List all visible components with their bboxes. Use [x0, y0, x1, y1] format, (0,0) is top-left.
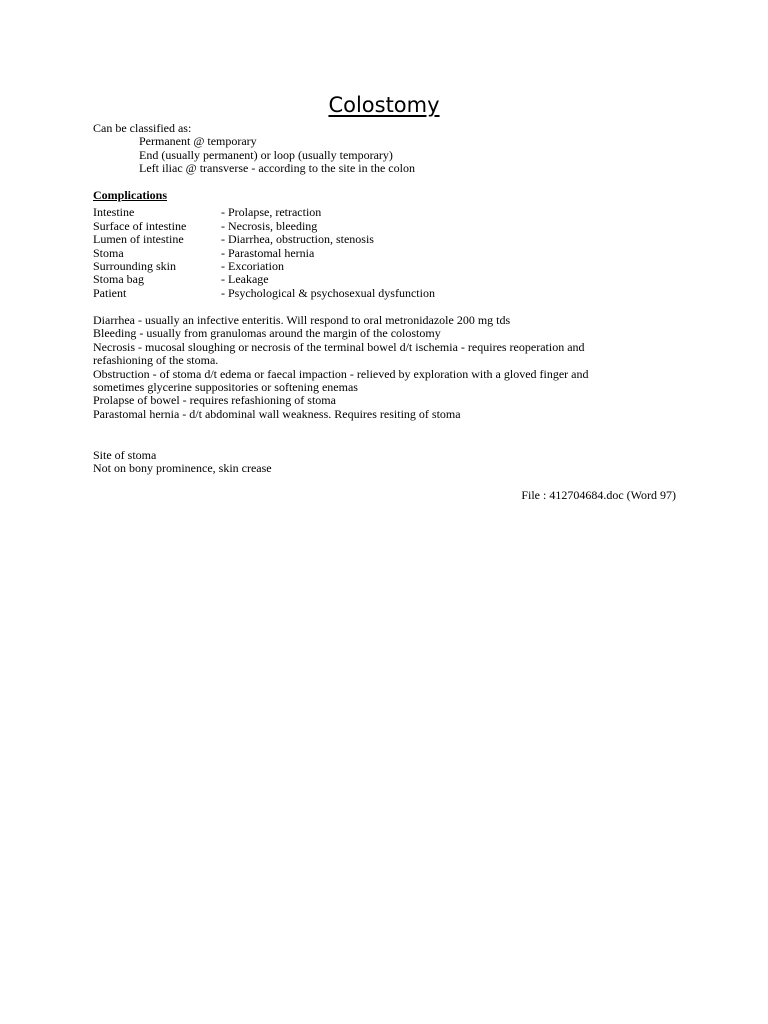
- notes-section: [93, 314, 693, 421]
- complication-site: Stoma bag: [93, 272, 144, 287]
- complication-effect: - Leakage: [221, 272, 269, 287]
- note-line: Diarrhea - usually an infective enteritis. Will respond to oral metronidazole 200 mg tds: [93, 313, 511, 327]
- complication-effect: - Necrosis, bleeding: [221, 218, 318, 233]
- note-line: Bleeding - usually from granulomas around the margin of the colostomy: [93, 326, 441, 341]
- complication-site: Intestine: [93, 205, 135, 220]
- complication-effect: - Parastomal hernia: [221, 245, 315, 260]
- complication-site: Lumen of intestine: [93, 232, 184, 247]
- complication-site: Patient: [93, 285, 127, 300]
- site-of-stoma-text: Not on bony prominence, skin crease: [93, 461, 272, 476]
- note-line: Parastomal hernia - d/t abdominal wall weakness. Requires resiting of stoma: [93, 406, 461, 421]
- page-title: Colostomy: [328, 93, 440, 117]
- complication-effect: - Diarrhea, obstruction, stenosis: [221, 232, 374, 247]
- complication-effect: - Prolapse, retraction: [221, 205, 322, 220]
- complication-row: [93, 247, 693, 260]
- note-line: Obstruction - of stoma d/t edema or faecal impaction - relieved by exploration with a gloved finger and: [93, 366, 589, 381]
- classification-item: Left iliac @ transverse - according to the site in the colon: [139, 161, 415, 176]
- classification-section: [93, 122, 693, 176]
- site-of-stoma-section: [93, 449, 693, 476]
- complication-row: [93, 220, 693, 233]
- note-line: Prolapse of bowel - requires refashioning of stoma: [93, 393, 336, 408]
- complication-row: [93, 287, 693, 300]
- site-of-stoma-heading: Site of stoma: [93, 448, 157, 462]
- note-line: sometimes glycerine suppositories or softening enemas: [93, 379, 358, 394]
- classification-item: End (usually permanent) or loop (usually temporary): [139, 147, 393, 162]
- complication-site: Stoma: [93, 245, 124, 260]
- complication-site: Surface of intestine: [93, 218, 187, 233]
- file-footer: File : 412704684.doc (Word 97): [521, 488, 676, 502]
- note-line: refashioning of the stoma.: [93, 353, 219, 368]
- complications-section: [93, 189, 693, 300]
- complication-effect: - Excoriation: [221, 258, 284, 273]
- complication-effect: - Psychological & psychosexual dysfunction: [221, 285, 435, 300]
- classification-intro: Can be classified as:: [93, 121, 192, 135]
- classification-item: Permanent @ temporary: [139, 134, 257, 149]
- complication-row: [93, 233, 693, 246]
- complication-row: [93, 206, 693, 219]
- complications-heading: Complications: [93, 188, 168, 202]
- complication-row: [93, 260, 693, 273]
- note-line: Necrosis - mucosal sloughing or necrosis of the terminal bowel d/t ischemia - requires reoperation and: [93, 339, 585, 354]
- complication-site: Surrounding skin: [93, 258, 177, 273]
- complication-row: [93, 273, 693, 286]
